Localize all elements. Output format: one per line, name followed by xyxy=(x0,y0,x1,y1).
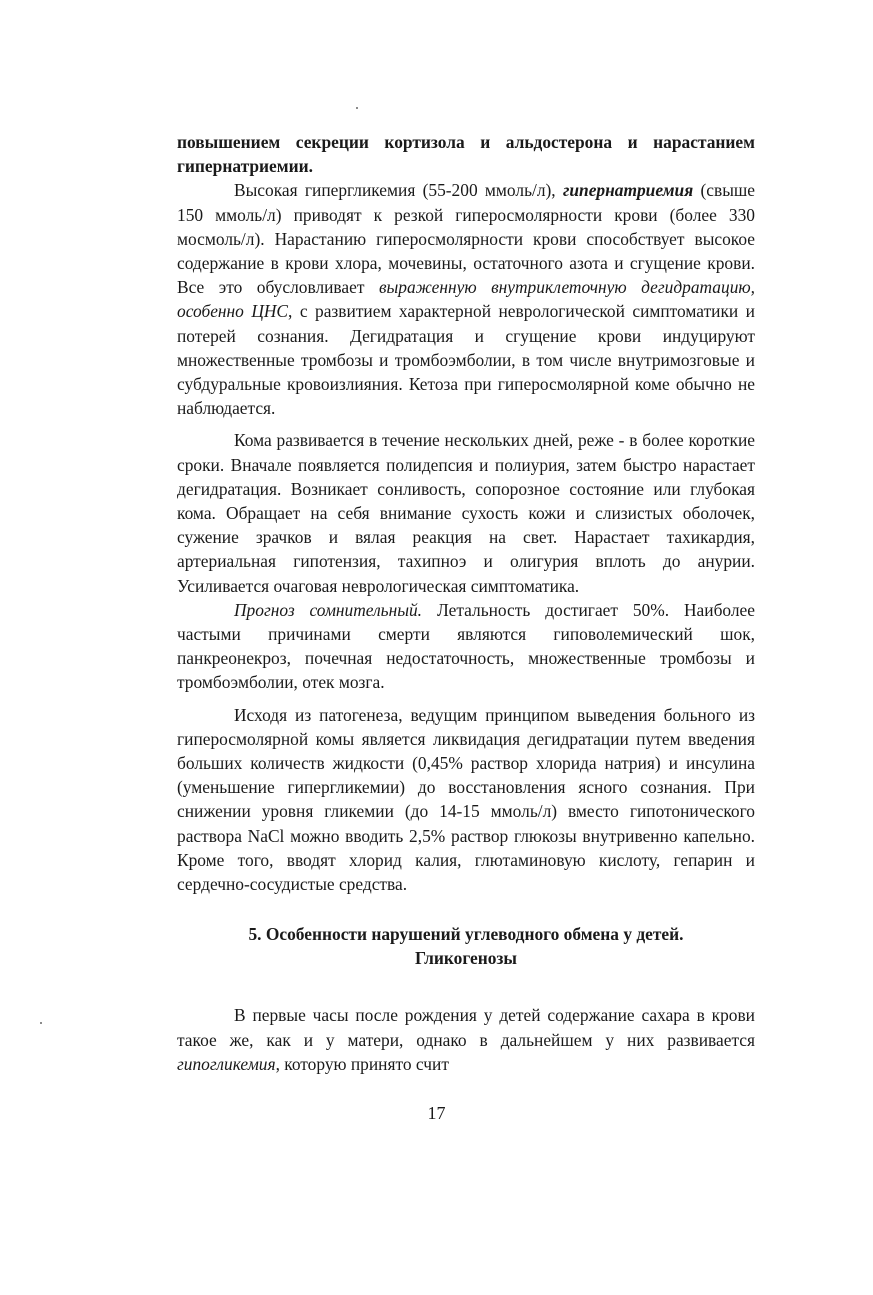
paragraph-text: Летальность достигает 50%. Наиболее частыми причинами смерти являются гиповолемический шок, панкреонекроз, почечная недостаточность, множественные тромбозы и тромбоэмболии, отек мозга. xyxy=(177,599,755,693)
paragraph-treatment xyxy=(177,703,755,897)
section-heading-line: 5. Особенности нарушений углеводного обмена у детей. xyxy=(248,924,684,945)
page-number: 17 xyxy=(427,1103,446,1123)
paragraph-prognosis xyxy=(177,598,755,695)
paragraph-text: Исходя из патогенеза, ведущим принципом выведения больного из гиперосмолярной комы является ликвидация дегидратации путем введения больших количеств жидкости (0,45% раствор хлорида натрия) и инсулина (уменьшение гипергликемии) до восстановления ясного сознания. При снижении уровня гликемии (до 14-15 ммоль/л) вместо гипотонического раствора NaCl можно вводить 2,5% раствор глюкозы внутривенно капельно. Кроме того, вводят хлорид калия, глютаминовую кислоту, гепарин и сердечно-сосудистые средства. xyxy=(177,704,755,895)
paragraph-children xyxy=(177,1003,755,1076)
emphasis-text: гипернатриемия xyxy=(562,180,694,201)
section-heading xyxy=(177,922,755,970)
paragraph-text: , которую принято счит xyxy=(275,1053,449,1074)
paragraph-text: В первые часы после рождения у детей содержание сахара в крови такое же, как и у матери, однако в дальнейшем у них развивается xyxy=(177,1005,755,1050)
page-body xyxy=(177,130,755,1076)
emphasis-text: выраженную внутриклеточную дегидратацию, особенно ЦНС xyxy=(177,277,756,322)
scan-speck xyxy=(40,1022,42,1024)
paragraph-text: , с развитием характерной неврологической симптоматики и потерей сознания. Дегидратация и сгущение крови индуцируют множественные тромбозы и тромбоэмболии, в том числе внутримозговые и субдуральные кровоизлияния. Кетоза при гиперосмолярной коме обычно не наблюдается. xyxy=(177,301,755,419)
section-heading-line: Гликогенозы xyxy=(414,948,518,969)
paragraph-text: Высокая гипергликемия (55-200 ммоль/л), xyxy=(234,180,563,201)
paragraph-text: повышением секреции кортизола и альдостерона и нарастанием гипернатриемии. xyxy=(177,132,755,177)
scan-speck xyxy=(356,107,358,109)
paragraph-coma-development xyxy=(177,428,755,597)
emphasis-text: Прогноз сомнительный. xyxy=(234,599,423,620)
paragraph-text: (свыше 150 ммоль/л) приводят к резкой гиперосмолярности крови (более 330 мосмоль/л). Нарастанию гиперосмолярности крови способствует высокое содержание в крови хлора, мочевины, остаточного азота и сгущение крови. Все это обусловливает xyxy=(177,180,755,298)
paragraph-text: Кома развивается в течение нескольких дней, реже - в более короткие сроки. Вначале появляется полидепсия и полиурия, затем быстро нарастает дегидратация. Возникает сонливость, сопорозное состояние или глубокая кома. Обращает на себя внимание сухость кожи и слизистых оболочек, сужение зрачков и вялая реакция на свет. Нарастает тахикардия, артериальная гипотензия, тахипноэ и олигурия вплоть до анурии. Усиливается очаговая неврологическая симптоматика. xyxy=(177,430,755,596)
paragraph-hyperosmolarity xyxy=(177,178,755,420)
paragraph-continuation xyxy=(177,130,755,178)
emphasis-text: гипогликемия xyxy=(177,1053,276,1074)
